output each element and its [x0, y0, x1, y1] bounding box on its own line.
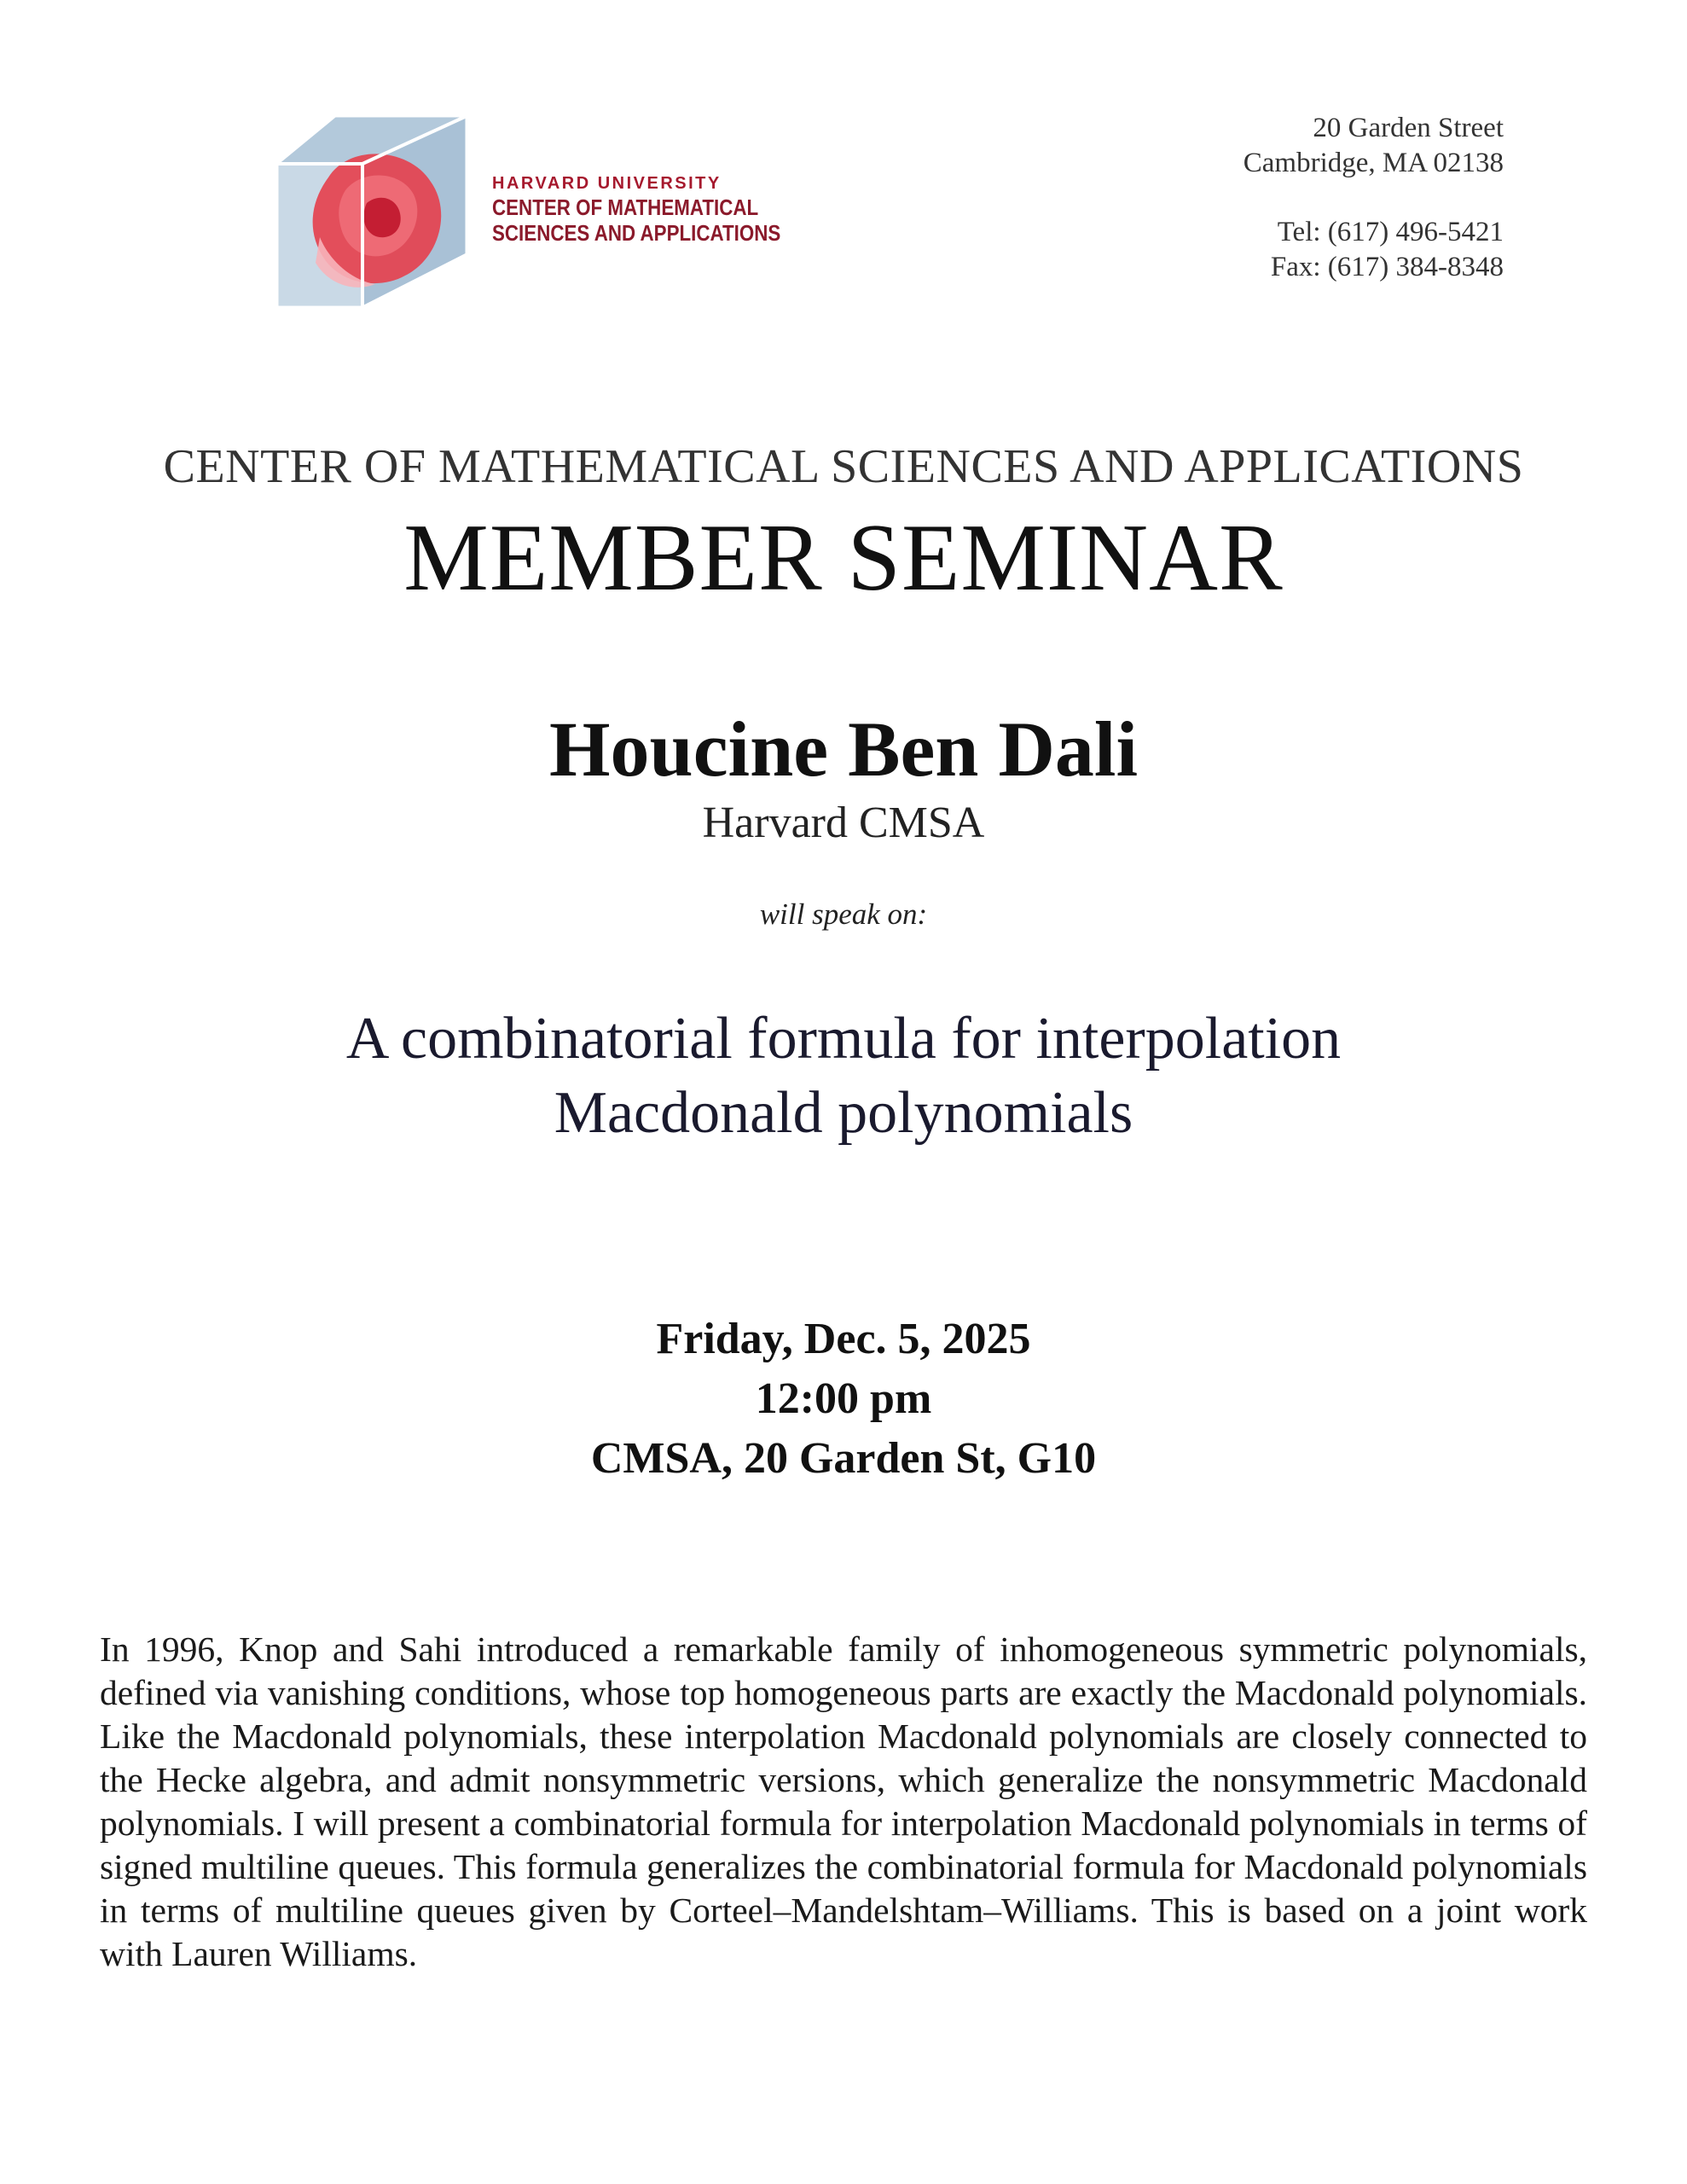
abstract-text: In 1996, Knop and Sahi introduced a remarkable family of inhomogeneous symmetric polynomials, defined via vanishing conditions, whose top homogeneous parts are exactly the Macdonald polynomials. Like the Macdonald polynomials, these interpolation Macdonald polynomials are closely connected to the Hecke algebra, and admit nonsymmetric versions, which generalize the nonsymmetric Macdonald polynomials. I will present a combinatorial formula for interpolation Macdonald polynomials in terms of signed multiline queues. This formula generalizes the combinatorial formula for Macdonald polynomials in terms of multiline queues given by Corteel–Mandelshtam–Williams. This is based on a joint work with Lauren Williams.	[100, 1629, 1587, 1973]
speaker-name: Houcine Ben Dali	[548, 706, 1139, 793]
address-fax: Fax: (617) 384-8348	[1270, 252, 1504, 282]
logo-center-line: CENTER OF MATHEMATICAL	[492, 195, 759, 220]
logo-sciences-line: SCIENCES AND APPLICATIONS	[492, 220, 781, 246]
talk-title-line1: A combinatorial formula for interpolation	[345, 1006, 1342, 1072]
center-name: CENTER OF MATHEMATICAL SCIENCES AND APPLICATIONS	[163, 440, 1524, 493]
talk-title-line2: Macdonald polynomials	[554, 1080, 1133, 1146]
event-date: Friday, Dec. 5, 2025	[656, 1315, 1031, 1363]
cube-logo-icon	[269, 109, 482, 314]
seminar-title: MEMBER SEMINAR	[403, 505, 1284, 611]
cmsa-logo	[269, 109, 781, 314]
speak-on-label: will speak on:	[759, 897, 928, 931]
address-city: Cambridge, MA 02138	[1243, 148, 1504, 178]
logo-university: HARVARD UNIVERSITY	[492, 174, 722, 193]
address-block	[1244, 111, 1504, 285]
speaker-affiliation: Harvard CMSA	[702, 799, 985, 847]
event-time: 12:00 pm	[755, 1374, 932, 1423]
event-location: CMSA, 20 Garden St, G10	[590, 1434, 1097, 1483]
address-street: 20 Garden Street	[1313, 113, 1504, 143]
address-tel: Tel: (617) 496-5421	[1277, 217, 1504, 247]
